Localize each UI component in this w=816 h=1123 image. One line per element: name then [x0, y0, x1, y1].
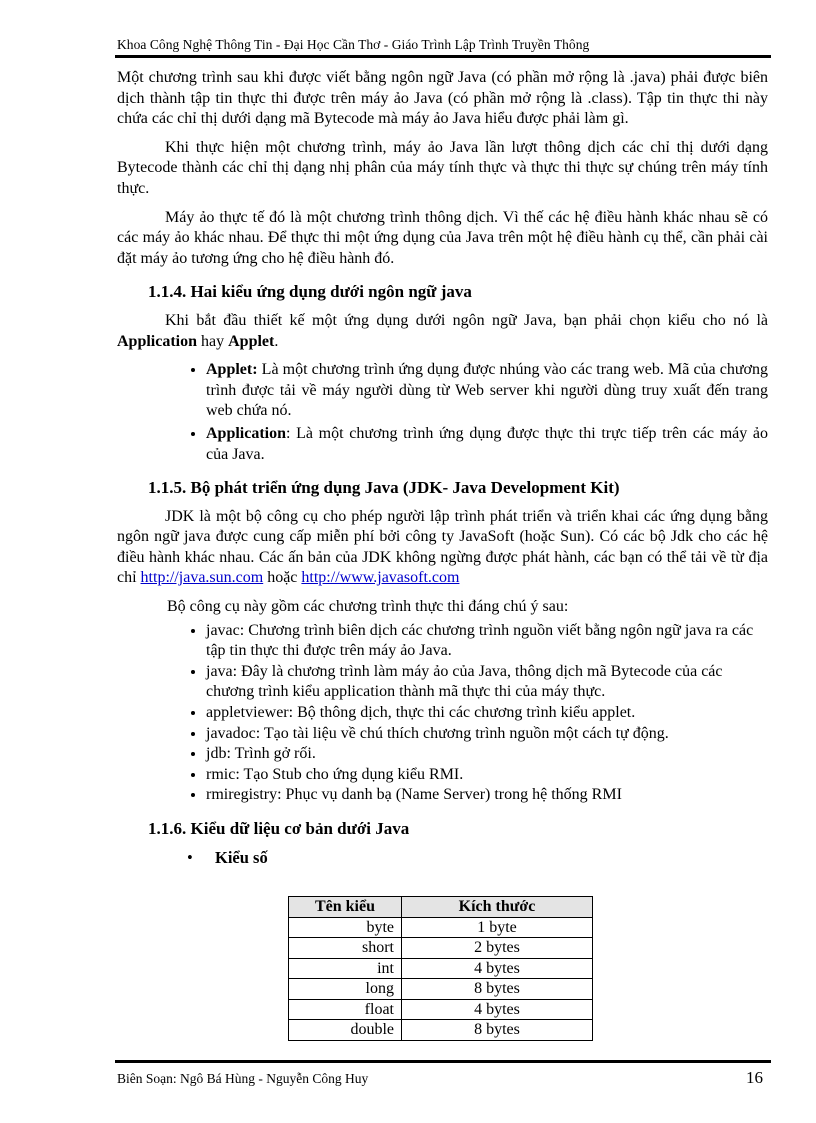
table-row: double 8 bytes	[289, 1020, 593, 1041]
page-number: 16	[746, 1068, 763, 1087]
column-header-size: Kích thước	[402, 897, 593, 918]
section-heading-1-1-4: 1.1.4. Hai kiểu ứng dụng dưới ngôn ngữ java	[148, 282, 472, 302]
list-item: • jdb: Trình gở rối.	[206, 744, 768, 765]
page-header-title: Khoa Công Nghệ Thông Tin - Đại Học Cần Thơ - Giáo Trình Lập Trình Truyền Thông	[117, 37, 590, 52]
bullet-icon: •	[187, 847, 193, 867]
list-item: • java: Đây là chương trình làm máy ảo của Java, thông dịch mã Bytecode của các chương trình kiểu application thành mã thực thi của máy thực.	[206, 662, 768, 703]
jdk-tools-list	[117, 621, 768, 806]
list-item: • appletviewer: Bộ thông dịch, thực thi các chương trình kiểu applet.	[206, 703, 768, 724]
list-item: • javac: Chương trình biên dịch các chương trình nguồn viết bằng ngôn ngữ java ra các tập tin thực thi được trên máy ảo Java.	[206, 621, 768, 662]
page-body	[117, 68, 768, 868]
table-row: byte 1 byte	[289, 917, 593, 938]
list-item: • rmic: Tạo Stub cho ứng dụng kiểu RMI.	[206, 765, 768, 786]
table-row: float 4 bytes	[289, 999, 593, 1020]
tools-lead-text: Bộ công cụ này gồm các chương trình thực thi đáng chú ý sau:	[167, 598, 569, 616]
section-heading-1-1-6: 1.1.6. Kiểu dữ liệu cơ bản dưới Java	[148, 819, 410, 838]
column-header-type-name: Tên kiểu	[289, 897, 402, 918]
subsection-numeric-types: • Kiểu số	[187, 847, 268, 867]
section-1-1-5-paragraph: JDK là một bộ công cụ cho phép người lập trình phát triển và triển khai các ứng dụng bằng ngôn ngữ java được cung cấp miễn phí bởi công ty JavaSoft (hoặc Sun). Có các bộ Jdk cho các hệ điều hành khác nhau. Các ấn bản của JDK không ngừng được phát hành, các bạn có thể tải về từ địa chỉ http://java.sun.com hoặc http://www.javasoft.com	[117, 507, 768, 587]
intro-paragraph-3: Máy ảo thực tế đó là một chương trình thông dịch. Vì thế các hệ điều hành khác nhau sẽ có các máy ảo khác nhau. Để thực thi một ứng dụng của Java trên một hệ điều hành cụ thể, cần phải cài đặt máy ảo tương ứng cho hệ điều hành đó.	[117, 208, 768, 267]
section-heading-1-1-5: 1.1.5. Bộ phát triển ứng dụng Java (JDK- Java Development Kit)	[148, 478, 620, 498]
footer-authors: Biên Soạn: Ngô Bá Hùng - Nguyễn Công Huy	[117, 1071, 369, 1086]
table-row: int 4 bytes	[289, 958, 593, 979]
table-row: long 8 bytes	[289, 979, 593, 1000]
javasoft-link[interactable]: http://www.javasoft.com	[301, 569, 460, 587]
list-item-application: • Application: Là một chương trình ứng dụng được thực thi trực tiếp trên các máy ảo của Java.	[206, 424, 768, 465]
footer-divider	[115, 1060, 771, 1063]
intro-paragraph-1: Một chương trình sau khi được viết bằng ngôn ngữ Java (có phần mở rộng là .java) phải được biên dịch thành tập tin thực thi được trên máy ảo Java (có phần mở rộng là .class). Tập tin thực thi này chứa các chỉ thị dưới dạng mã Bytecode mà máy ảo Java hiểu được phải làm gì.	[117, 69, 768, 128]
list-item: • javadoc: Tạo tài liệu về chú thích chương trình nguồn một cách tự động.	[206, 724, 768, 745]
header-divider	[115, 55, 771, 58]
intro-paragraph-2: Khi thực hiện một chương trình, máy ảo Java lần lượt thông dịch các chỉ thị dưới dạng Bytecode thành các chỉ thị dạng nhị phân của máy tính thực và thực thi thực sự chúng trên máy tính thực.	[117, 138, 768, 197]
section-1-1-4-intro: Khi bắt đầu thiết kế một ứng dụng dưới ngôn ngữ Java, bạn phải chọn kiểu cho nó là Application hay Applet.	[117, 311, 768, 350]
term-applet: Applet	[228, 332, 275, 350]
table-header-row	[289, 897, 593, 918]
app-type-list	[117, 360, 768, 465]
list-item: • rmiregistry: Phục vụ danh bạ (Name Server) trong hệ thống RMI	[206, 785, 768, 806]
list-item-applet: • Applet: Là một chương trình ứng dụng được nhúng vào các trang web. Mã của chương trình được tải về máy người dùng từ Web server khi người dùng truy xuất đến trang web chứa nó.	[206, 360, 768, 422]
term-application: Application	[117, 332, 198, 350]
numeric-types-table	[288, 896, 593, 1041]
java-sun-link[interactable]: http://java.sun.com	[140, 569, 264, 587]
table-row: short 2 bytes	[289, 938, 593, 959]
